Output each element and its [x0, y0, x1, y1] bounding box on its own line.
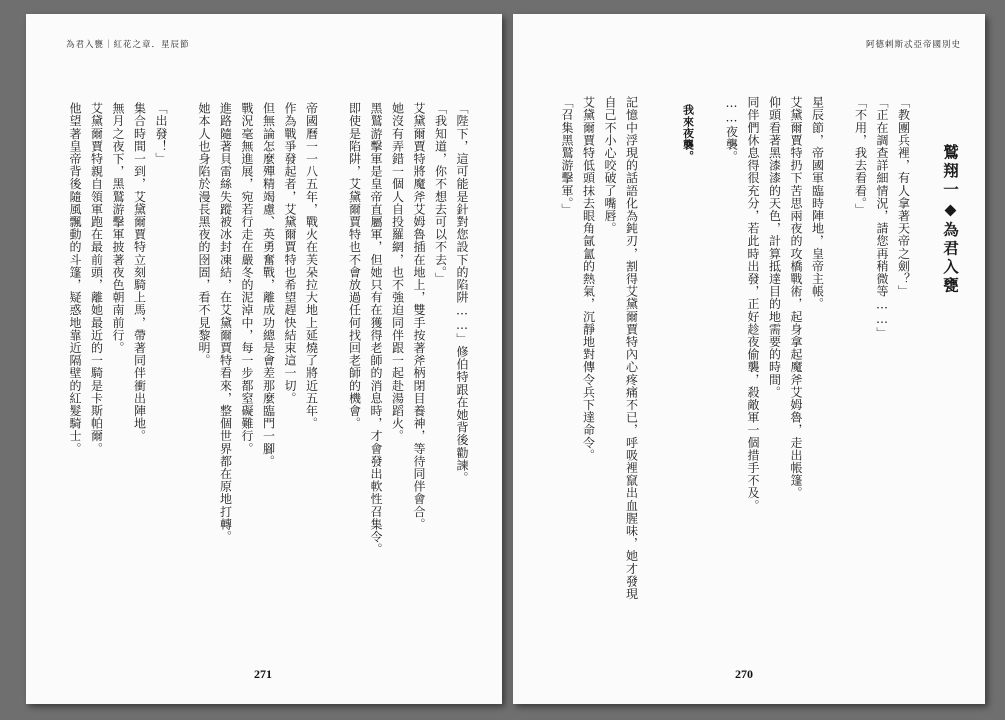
right-running-head: 阿德剌斯忒亞帝國別史: [865, 40, 961, 50]
text-line: 黑鷲游擊軍是皇帝直屬軍，但她只有在獲得老師的消息時，才會發出軟性召集令。: [369, 102, 383, 556]
text-line: 記憶中浮現的話語化為鈍刃，割得艾黛爾賈特內心疼痛不已，呼吸裡竄出血腥味，她才發現: [624, 96, 639, 600]
left-page: [26, 14, 502, 704]
text-line: 艾黛爾賈特親自領軍跑在最前頭，離她最近的一騎是卡斯帕爾。: [89, 102, 104, 455]
text-line: 艾黛爾賈特將魔斧艾姆魯插在地上，雙手按著斧柄閉目養神，等待同伴會合。: [412, 102, 426, 531]
left-page-number: 271: [254, 667, 272, 681]
text-line: 進路隨著貝雷絲失蹤被冰封凍結，在艾黛爾賈特看來，整個世界都在原地打轉。: [218, 102, 233, 543]
left-page-body: [52, 102, 472, 642]
text-line: 星辰節，帝國軍臨時陣地，皇帝主帳。: [810, 96, 825, 311]
text-line: 她本人也身陷於漫長黑夜的囹圄，看不見黎明。: [197, 102, 211, 367]
text-line: ……夜襲。: [724, 96, 739, 163]
text-line: 「出發！」: [154, 102, 168, 165]
right-page: [513, 14, 985, 704]
paragraph-gap: [171, 102, 193, 642]
text-line: 作為戰爭發起者，艾黛爾賈特也希望趕快結束這一切。: [283, 102, 297, 405]
text-line: 她沒有弄錯一個人自投羅網，也不強迫同伴跟一起赴湯蹈火。: [390, 102, 405, 443]
paragraph-gap: [642, 96, 664, 636]
paragraph-gap: [322, 102, 344, 642]
text-line: 即使是陷阱，艾黛爾賈特也不會放過任何找回老師的機會。: [347, 102, 362, 430]
paragraph-gap: [828, 96, 850, 636]
right-page-number: 270: [735, 667, 753, 681]
text-line: 同伴們休息得很充分，若此時出發，正好趁夜偷襲，殺敵軍一個措手不及。: [746, 96, 760, 512]
text-line: 艾黛爾賈特扔下苦思兩夜的攻橋戰術，起身拿起魔斧艾姆魯，走出帳篷。: [789, 96, 803, 500]
text-line: 「我知道，你不想去可以不去。」: [433, 102, 448, 285]
section-heading: 我來夜襲。: [681, 104, 695, 162]
text-line: 帝國曆一一八五年，戰火在芙朵拉大地上延燒了將近五年。: [304, 102, 319, 430]
text-line: 無月之夜下，黑鷲游擊軍披著夜色朝南前行。: [111, 102, 125, 354]
text-line: 戰況毫無進展，宛若行走在嚴冬的泥淖中，每一步都窒礙難行。: [240, 102, 254, 455]
text-line: 自己不小心咬破了嘴唇。: [603, 96, 617, 235]
text-line: 「陛下，這可能是針對您設下的陷阱……」修伯特跟在她背後勸諫。: [455, 102, 469, 484]
text-line: 他望著皇帝背後隨風飄動的斗篷，疑惑地靠近隔壁的紅髮騎士。: [68, 102, 82, 455]
text-line: 「召集黑鷲游擊軍。」: [560, 96, 574, 216]
text-line: 艾黛爾賈特低頭抹去眼角氤氳的熱氣，沉靜地對傳令兵下達命令。: [581, 96, 596, 462]
left-running-head: 為君入甕｜紅花之章．星辰節: [66, 40, 190, 50]
text-line: 但無論怎麼殫精竭慮、英勇奮戰，離成功總是會差那麼臨門一腳。: [261, 102, 276, 468]
chapter-title: 鷲翔一◆為君入甕: [941, 144, 960, 296]
text-line: 「教團兵裡，有人拿著天帝之劍？」: [896, 96, 911, 298]
text-line: 「正在調查詳細情況，請您再稍微等……」: [875, 96, 889, 340]
right-page-body: [541, 96, 961, 636]
paragraph-gap: [699, 96, 721, 636]
text-line: 「不用，我去看看。」: [853, 96, 868, 216]
text-line: 仰頭看著黑漆漆的天色，計算抵達目的地需要的時間。: [767, 96, 782, 399]
text-line: 集合時間一到，艾黛爾賈特立刻騎上馬，帶著同伴衝出陣地。: [132, 102, 147, 443]
